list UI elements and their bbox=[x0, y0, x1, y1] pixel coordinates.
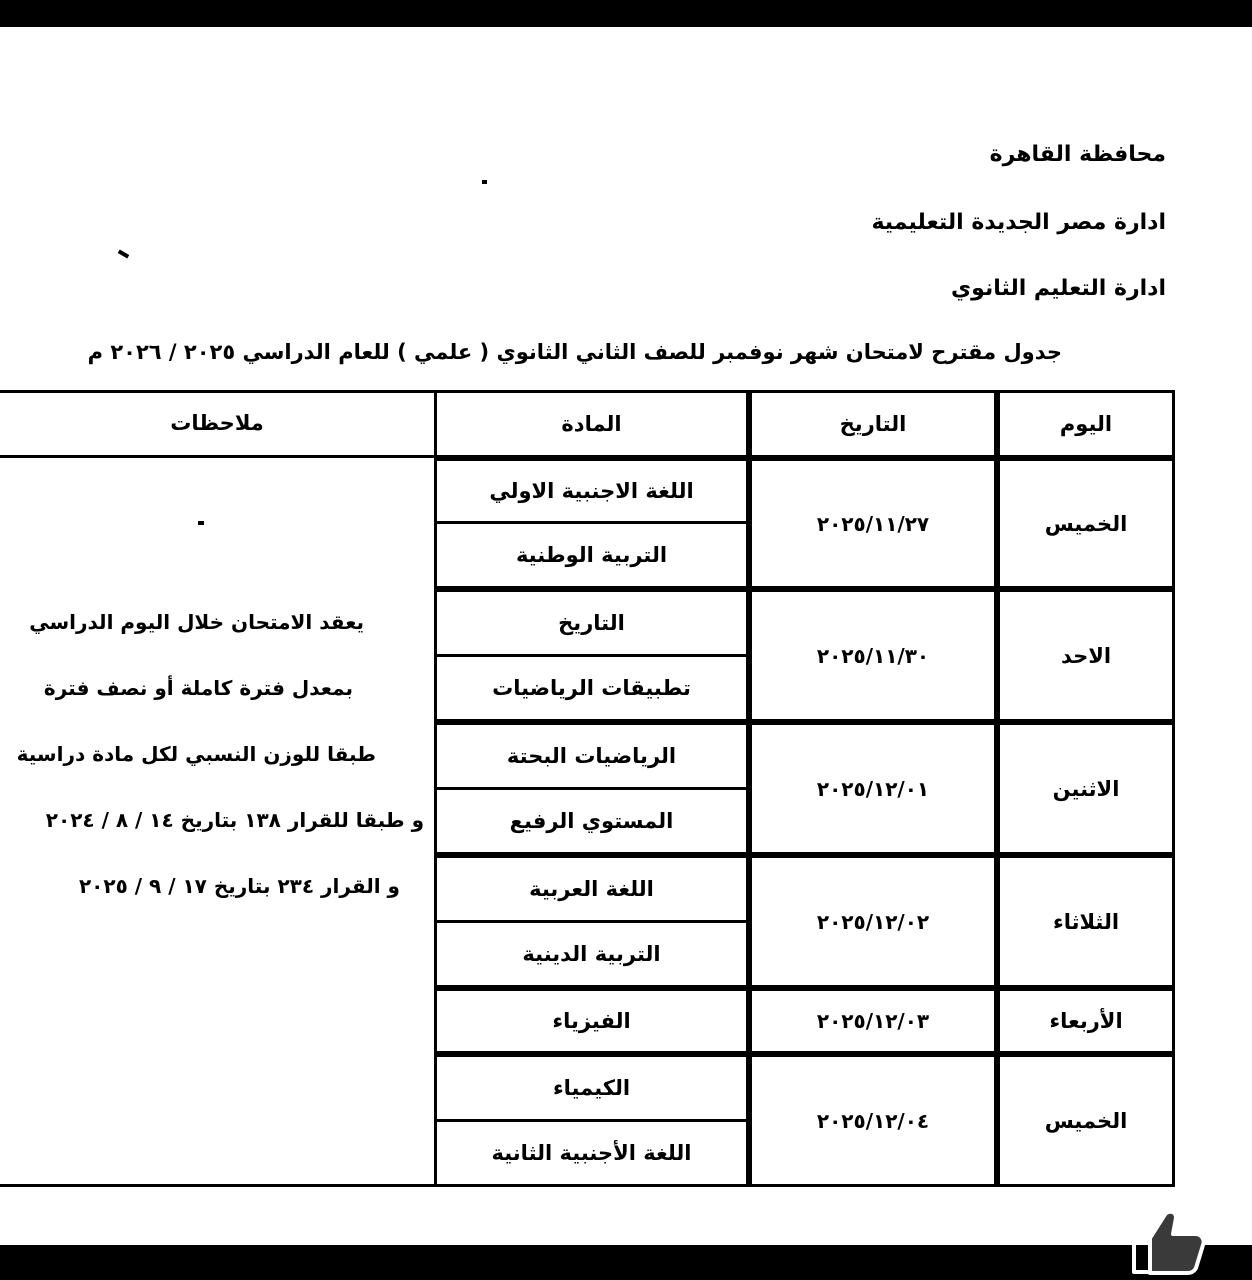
date-cell: ٢٠٢٥/١١/٢٧ bbox=[749, 458, 997, 589]
governorate-heading: محافظة القاهرة bbox=[989, 142, 1166, 167]
notes-column-header: ملاحظات bbox=[170, 411, 264, 435]
subject-cell: التاريخ bbox=[434, 589, 749, 657]
subject-cell: اللغة العربية bbox=[434, 855, 749, 923]
date-cell: ٢٠٢٥/١٢/٠٤ bbox=[749, 1054, 997, 1187]
date-cell: ٢٠٢٥/١٢/٠١ bbox=[749, 722, 997, 855]
day-cell: الاثنين bbox=[997, 722, 1175, 855]
bottom-black-bar bbox=[0, 1245, 1252, 1280]
date-cell: ٢٠٢٥/١٢/٠٣ bbox=[749, 988, 997, 1054]
day-cell: الاحد bbox=[997, 589, 1175, 722]
note-line: يعقد الامتحان خلال اليوم الدراسي bbox=[29, 610, 364, 634]
thumbs-up-icon[interactable] bbox=[1128, 1198, 1212, 1278]
notes-column bbox=[0, 390, 437, 1187]
subject-cell: الكيمياء bbox=[434, 1054, 749, 1122]
date-cell: ٢٠٢٥/١١/٣٠ bbox=[749, 589, 997, 722]
date-column-header: التاريخ bbox=[749, 390, 997, 458]
notes-header-divider bbox=[0, 455, 437, 458]
date-cell: ٢٠٢٥/١٢/٠٢ bbox=[749, 855, 997, 988]
subject-cell: اللغة الأجنبية الثانية bbox=[434, 1119, 749, 1187]
subject-cell: التربية الدينية bbox=[434, 920, 749, 988]
subject-cell: الرياضيات البحتة bbox=[434, 722, 749, 790]
subject-cell: تطبيقات الرياضيات bbox=[434, 654, 749, 722]
top-black-bar bbox=[0, 0, 1252, 27]
department-heading: ادارة التعليم الثانوي bbox=[950, 276, 1166, 301]
subject-cell: التربية الوطنية bbox=[434, 521, 749, 589]
day-column-header: اليوم bbox=[997, 390, 1175, 458]
note-line: بمعدل فترة كاملة أو نصف فترة bbox=[43, 676, 353, 700]
subject-cell: المستوي الرفيع bbox=[434, 787, 749, 855]
day-cell: الخميس bbox=[997, 458, 1175, 589]
subject-cell: اللغة الاجنبية الاولي bbox=[434, 458, 749, 524]
subject-column-header: المادة bbox=[434, 390, 749, 458]
directorate-heading: ادارة مصر الجديدة التعليمية bbox=[871, 210, 1166, 235]
day-cell: الثلاثاء bbox=[997, 855, 1175, 988]
scan-speck bbox=[118, 250, 130, 259]
note-line: و طبقا للقرار ١٣٨ بتاريخ ١٤ / ٨ / ٢٠٢٤ bbox=[45, 808, 424, 832]
day-cell: الأربعاء bbox=[997, 988, 1175, 1054]
scan-speck bbox=[482, 180, 487, 184]
subject-cell: الفيزياء bbox=[434, 988, 749, 1054]
day-cell: الخميس bbox=[997, 1054, 1175, 1187]
document-title: جدول مقترح لامتحان شهر نوفمبر للصف الثاني الثانوي ( علمي ) للعام الدراسي ٢٠٢٥ / ٢٠٢٦ م bbox=[87, 340, 1062, 364]
note-line: و القرار ٢٣٤ بتاريخ ١٧ / ٩ / ٢٠٢٥ bbox=[78, 874, 400, 898]
note-line: طبقا للوزن النسبي لكل مادة دراسية bbox=[16, 742, 376, 766]
